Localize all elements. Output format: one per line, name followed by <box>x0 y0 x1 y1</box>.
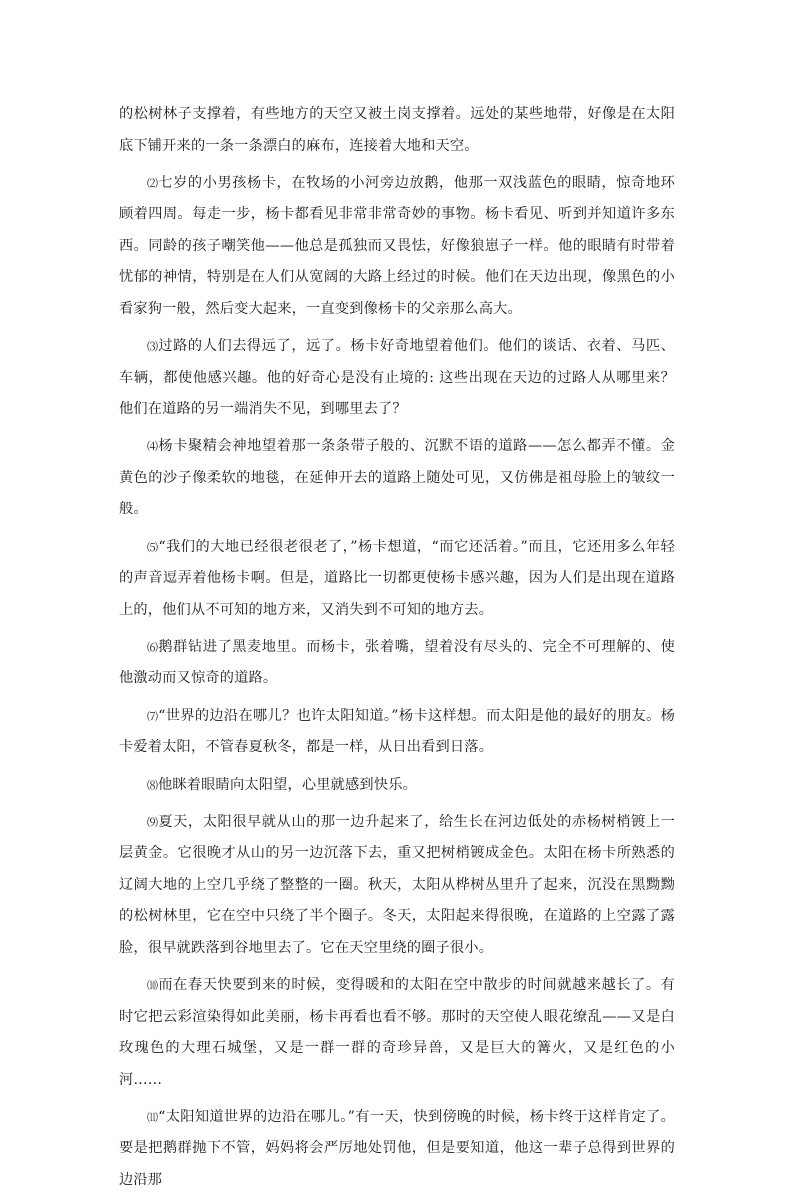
paragraph-text: “我们的大地已经很老很老了，”杨卡想道，“而它还活着。”而且，它还用多么年轻的声音逗弄着他杨卡啊。但是，道路比一切都更使杨卡感兴趣，因为人们是出现在道路上的，他们从不可知的地方来，又消失到不可知的地方去。 <box>119 538 675 618</box>
paragraph-text: 的松树林子支撑着，有些地方的天空又被土岗支撑着。远处的某些地带，好像是在太阳底下铺开来的一条一条漂白的麻布，连接着大地和天空。 <box>119 106 675 154</box>
paragraph-2 <box>119 168 675 326</box>
paragraph-number: ⑼ <box>147 815 159 829</box>
paragraph-text: 七岁的小男孩杨卡，在牧场的小河旁边放鹅，他那一双浅蓝色的眼睛，惊奇地环顾着四周。每走一步，杨卡都看见非常非常奇妙的事物。杨卡看见、听到并知道许多东西。同龄的孩子嘲笑他——他总是孤独而又畏怯，好像狼崽子一样。他的眼睛有时带着忧郁的神情，特别是在人们从宽阔的大路上经过的时候。他们在天边出现，像黑色的小看家狗一般，然后变大起来，一直变到像杨卡的父亲那么高大。 <box>119 174 675 317</box>
paragraph-text: 杨卡聚精会神地望着那一条条带子般的、沉默不语的道路——怎么都弄不懂。金黄色的沙子像柔软的地毯，在延伸开去的道路上随处可见，又仿佛是祖母脸上的皱纹一般。 <box>119 438 675 518</box>
paragraph-8 <box>119 770 675 802</box>
paragraph-number: ⑺ <box>147 709 159 723</box>
paragraph-text: 鹅群钻进了黑麦地里。而杨卡，张着嘴，望着没有尽头的、完全不可理解的、使他激动而又惊奇的道路。 <box>119 638 675 687</box>
paragraph-text: “世界的边沿在哪儿？也许太阳知道。”杨卡这样想。而太阳是他的最好的朋友。杨卡爱着太阳，不管春夏秋冬，都是一样，从日出看到日落。 <box>119 707 676 756</box>
paragraph-number: ⑸ <box>147 540 159 554</box>
paragraph-number: ⑵ <box>147 176 159 190</box>
paragraph-11 <box>119 1102 675 1197</box>
paragraph-1 <box>119 99 675 162</box>
paragraph-7 <box>119 701 675 764</box>
paragraph-number: ⑽ <box>147 979 159 993</box>
paragraph-4 <box>119 431 675 526</box>
paragraph-number: ⑻ <box>147 778 158 792</box>
paragraph-text: 而在春天快要到来的时候，变得暖和的太阳在空中散步的时间就越来越长了。有时它把云彩渲染得如此美丽，杨卡再看也看不够。那时的天空使人眼花缭乱——又是白玫瑰色的大理石城堡，又是一群一群的奇珍异兽，又是巨大的篝火，又是红色的小河…… <box>119 977 675 1088</box>
paragraph-number: ⑷ <box>147 440 159 454</box>
paragraph-10 <box>119 970 675 1096</box>
document-page <box>119 99 675 1202</box>
paragraph-number: ⑾ <box>147 1110 159 1124</box>
paragraph-9 <box>119 807 675 965</box>
paragraph-text: 夏天，太阳很早就从山的那一边升起来了，给生长在河边低处的赤杨树梢镀上一层黄金。它很晚才从山的另一边沉落下去，重又把树梢镀成金色。太阳在杨卡所熟悉的辽阔大地的上空几乎绕了整整的一圈。秋天，太阳从桦树丛里升了起来，沉没在黑黝黝的松树林里，它在空中只绕了半个圈子。冬天，太阳起来得很晚，在道路的上空露了露脸，很早就跌落到谷地里去了。它在天空里绕的圈子很小。 <box>119 813 675 956</box>
paragraph-number: ⑶ <box>147 340 159 354</box>
paragraph-3 <box>119 331 675 426</box>
paragraph-5 <box>119 532 675 627</box>
paragraph-6 <box>119 632 675 695</box>
paragraph-number: ⑹ <box>147 640 159 654</box>
paragraph-text: “太阳知道世界的边沿在哪儿。”有一天，快到傍晚的时候，杨卡终于这样肯定了。要是把鹅群抛下不管，妈妈将会严厉地处罚他，但是要知道，他这一辈子总得到世界的边沿那 <box>119 1108 676 1188</box>
paragraph-text: 他眯着眼睛向太阳望，心里就感到快乐。 <box>158 776 417 793</box>
paragraph-text: 过路的人们去得远了，远了。杨卡好奇地望着他们。他们的谈话、衣着、马匹、车辆，都使他感兴趣。他的好奇心是没有止境的: 这些出现在天边的过路人从哪里来？他们在道路的另一端消失不见，到哪里去了？ <box>119 338 675 418</box>
